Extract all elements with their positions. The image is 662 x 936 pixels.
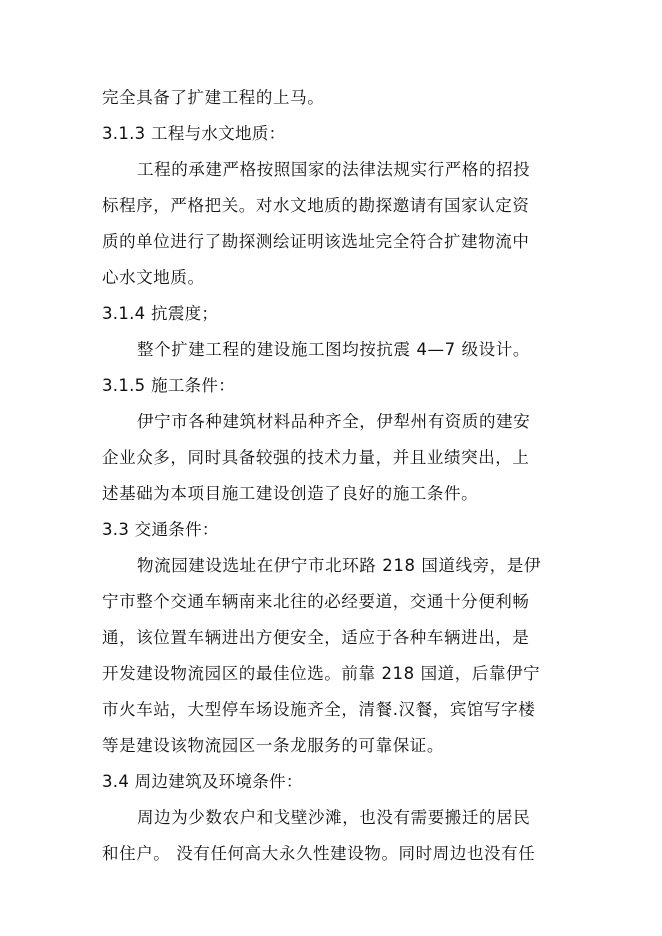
paragraph-line: 整个扩建工程的建设施工图均按抗震 4—7 级设计。	[137, 340, 530, 359]
paragraph-line: 述基础为本项目施工建设创造了良好的施工条件。	[102, 484, 479, 503]
section-heading: 3.1.5 施工条件：	[102, 376, 236, 395]
paragraph-line: 工程的承建严格按照国家的法律法规实行严格的招投	[137, 160, 531, 179]
paragraph-line: 完全具备了扩建工程的上马。	[102, 88, 325, 107]
paragraph-line: 和住户。 没有任何高大永久性建设物。同时周边也没有任	[102, 844, 536, 863]
paragraph-line: 标程序，严格把关。对水文地质的勘探邀请有国家认定资	[102, 196, 530, 215]
paragraph-line: 开发建设物流园区的最佳位选。前靠 218 国道，后靠伊宁	[102, 664, 541, 683]
paragraph-line: 心水文地质。	[102, 268, 205, 287]
section-heading: 3.3 交通条件：	[102, 520, 219, 539]
paragraph-line: 市火车站，大型停车场设施齐全，清餐.汉餐，宾馆写字楼	[102, 700, 536, 719]
paragraph-line: 伊宁市各种建筑材料品种齐全，伊犁州有资质的建安	[137, 412, 531, 431]
section-heading: 3.1.3 工程与水文地质：	[102, 124, 286, 143]
paragraph-line: 宁市整个交通车辆南来北往的必经要道，交通十分便利畅	[102, 592, 530, 611]
paragraph-line: 等是建设该物流园区一条龙服务的可靠保证。	[102, 736, 444, 755]
section-heading: 3.4 周边建筑及环境条件：	[102, 772, 303, 791]
paragraph-line: 企业众多，同时具备较强的技术力量，并且业绩突出，上	[102, 448, 530, 467]
paragraph-line: 质的单位进行了勘探测绘证明该选址完全符合扩建物流中	[102, 232, 530, 251]
paragraph-line: 周边为少数农户和戈壁沙滩，也没有需要搬迁的居民	[137, 808, 531, 827]
section-heading: 3.1.4 抗震度；	[102, 304, 219, 323]
paragraph-line: 物流园建设选址在伊宁市北环路 218 国道线旁，是伊	[137, 556, 542, 575]
paragraph-line: 通，该位置车辆进出方便安全，适应于各种车辆进出，是	[102, 628, 530, 647]
